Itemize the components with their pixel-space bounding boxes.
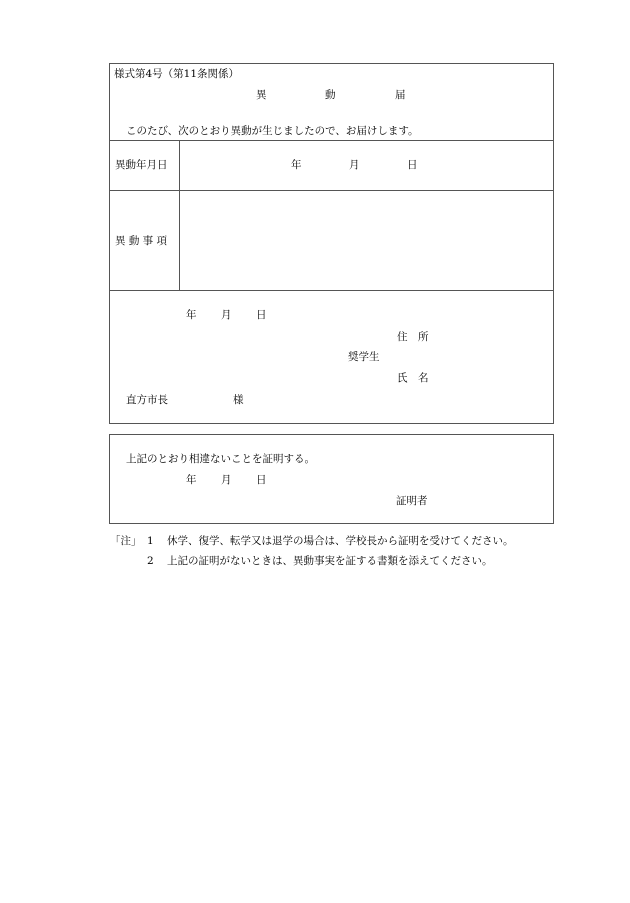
cert-year-unit: 年 bbox=[186, 474, 197, 486]
addressee: 直方市長 bbox=[126, 394, 168, 406]
addressee-honorific: 様 bbox=[233, 394, 244, 406]
certification-box bbox=[109, 434, 554, 524]
date-label: 異動年月日 bbox=[115, 159, 168, 171]
date-month-unit: 月 bbox=[349, 159, 360, 171]
label-column-divider bbox=[179, 140, 180, 290]
notes-label: 「注」 bbox=[110, 535, 142, 547]
matter-label: 異 動 事 項 bbox=[115, 235, 168, 247]
scholar-label: 奨学生 bbox=[348, 351, 380, 363]
address-label: 住 所 bbox=[397, 331, 429, 343]
title-char-2: 動 bbox=[325, 89, 336, 101]
sign-month-unit: 月 bbox=[221, 309, 232, 321]
cert-month-unit: 月 bbox=[221, 474, 232, 486]
date-day-unit: 日 bbox=[407, 159, 418, 171]
certification-text: 上記のとおり相違ないことを証明する。 bbox=[126, 453, 315, 465]
note-2-number: 2 bbox=[147, 555, 154, 567]
row-divider-1 bbox=[109, 140, 554, 141]
note-2-text: 上記の証明がないときは、異動事実を証する書類を添えてください。 bbox=[167, 555, 493, 567]
sign-day-unit: 日 bbox=[256, 309, 267, 321]
matter-field[interactable] bbox=[181, 191, 553, 290]
intro-text: このたび、次のとおり異動が生じましたので、お届けします。 bbox=[126, 125, 419, 137]
note-1-text: 休学、復学、転学又は退学の場合は、学校長から証明を受けてください。 bbox=[167, 535, 514, 547]
title-char-1: 異 bbox=[256, 89, 267, 101]
title-char-3: 届 bbox=[395, 89, 406, 101]
note-1-number: 1 bbox=[147, 535, 154, 547]
name-label: 氏 名 bbox=[397, 372, 429, 384]
form-number: 様式第4号（第11条関係） bbox=[114, 68, 240, 80]
row-divider-3 bbox=[109, 290, 554, 291]
date-year-unit: 年 bbox=[291, 159, 302, 171]
certifier-label: 証明者 bbox=[396, 495, 428, 507]
cert-day-unit: 日 bbox=[256, 474, 267, 486]
sign-year-unit: 年 bbox=[186, 309, 197, 321]
